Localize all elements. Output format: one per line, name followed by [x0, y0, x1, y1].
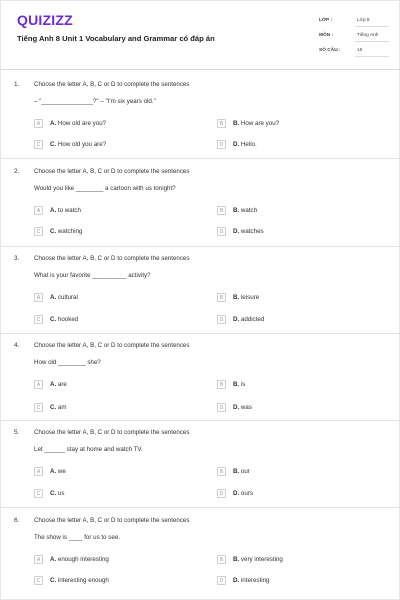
question-number: 6. — [14, 517, 20, 524]
question-divider — [1, 507, 400, 508]
option-text: cultural — [57, 294, 78, 301]
question-number: 2. — [14, 168, 20, 175]
question-number: 3. — [14, 255, 20, 262]
option-letter-box: A — [34, 293, 43, 302]
option-text: Hello. — [240, 141, 257, 148]
option-letter-box: A — [34, 119, 43, 128]
question-text: What is your favorite __________ activity? — [34, 272, 151, 279]
option-prefix: D. — [233, 228, 240, 235]
option-prefix: A. — [50, 294, 57, 301]
option-letter-box: C — [34, 315, 43, 324]
option-letter-box: C — [34, 403, 43, 412]
question-6 — [1, 517, 400, 597]
question-text: – "_______________?" – "I'm six years old." — [34, 98, 156, 105]
option-letter-box: D — [217, 489, 226, 498]
option-text: us — [57, 490, 65, 497]
option-text: our — [240, 468, 250, 475]
option-text: watch — [240, 207, 258, 214]
option-prefix: A. — [50, 120, 57, 127]
option-text: How old are you? — [57, 120, 107, 127]
option-prefix: D. — [233, 577, 240, 584]
option-prefix: B. — [233, 468, 240, 475]
option-letter-box: B — [217, 380, 226, 389]
question-instruction: Choose the letter A, B, C or D to complete the sentences — [34, 255, 190, 262]
option-text: interesting enough — [57, 577, 109, 584]
option-prefix: B. — [233, 294, 240, 301]
question-text: Would you like ________ a cartoon with us tonight? — [34, 185, 176, 192]
option-prefix: A. — [50, 468, 57, 475]
option-text: is — [240, 381, 246, 388]
option-letter-box: C — [34, 576, 43, 585]
question-instruction: Choose the letter A, B, C or D to complete the sentences — [34, 517, 190, 524]
option-text: How old you are? — [57, 141, 107, 148]
document-title: Tiếng Anh 8 Unit 1 Vocabulary and Grammar có đáp án — [17, 34, 215, 43]
option-prefix: D. — [233, 404, 240, 411]
option-prefix: C. — [50, 228, 57, 235]
option-prefix: D. — [233, 316, 240, 323]
meta-underline — [355, 56, 389, 57]
question-number: 4. — [14, 342, 20, 349]
option-text: addicted — [240, 316, 265, 323]
option-letter-box: B — [217, 206, 226, 215]
option-text: leisure — [240, 294, 260, 301]
question-divider — [1, 333, 400, 334]
meta-class-value: Lớp 8 — [357, 18, 370, 23]
question-5 — [1, 429, 400, 509]
option-text: was — [240, 404, 252, 411]
question-instruction: Choose the letter A, B, C or D to complete the sentences — [34, 342, 190, 349]
option-prefix: B. — [233, 207, 240, 214]
option-letter-box: C — [34, 489, 43, 498]
option-prefix: C. — [50, 141, 57, 148]
option-letter-box: A — [34, 380, 43, 389]
meta-class — [319, 15, 389, 27]
option-prefix: D. — [233, 141, 240, 148]
option-letter-box: B — [217, 119, 226, 128]
option-prefix: C. — [50, 404, 57, 411]
option-text: are — [57, 381, 67, 388]
question-1 — [1, 81, 400, 161]
option-text: watching — [57, 228, 83, 235]
meta-underline — [355, 26, 389, 27]
option-letter-box: A — [34, 467, 43, 476]
option-text: ours — [240, 490, 253, 497]
meta-count-label: SỐ CÂU : — [319, 48, 341, 53]
option-prefix: A. — [50, 556, 57, 563]
meta-class-label: LỚP : — [319, 18, 333, 23]
quizizz-logo[interactable]: QUIZIZZ — [17, 12, 73, 28]
option-letter-box: D — [217, 403, 226, 412]
question-2 — [1, 168, 400, 248]
option-letter-box: A — [34, 555, 43, 564]
meta-subject-value: Tiếng Anh — [357, 33, 379, 38]
option-text: to watch — [57, 207, 81, 214]
question-4 — [1, 342, 400, 422]
option-text: very interesting — [240, 556, 283, 563]
option-prefix: A. — [50, 207, 57, 214]
option-text: watches — [240, 228, 264, 235]
meta-count-value: 15 — [357, 48, 363, 53]
option-letter-box: D — [217, 140, 226, 149]
option-letter-box: C — [34, 140, 43, 149]
option-text: enough interesting — [57, 556, 109, 563]
question-instruction: Choose the letter A, B, C or D to complete the sentences — [34, 168, 190, 175]
option-letter-box: D — [217, 227, 226, 236]
option-prefix: C. — [50, 490, 57, 497]
header-divider — [1, 69, 400, 70]
option-letter-box: A — [34, 206, 43, 215]
option-letter-box: B — [217, 555, 226, 564]
question-instruction: Choose the letter A, B, C or D to complete the sentences — [34, 81, 190, 88]
option-letter-box: B — [217, 293, 226, 302]
question-3 — [1, 255, 400, 335]
question-divider — [1, 246, 400, 247]
meta-underline — [355, 41, 389, 42]
question-text: How old ________ she? — [34, 359, 101, 366]
option-letter-box: D — [217, 315, 226, 324]
option-prefix: B. — [233, 556, 240, 563]
question-divider — [1, 158, 400, 159]
option-text: am — [57, 404, 67, 411]
option-letter-box: B — [217, 467, 226, 476]
option-prefix: C. — [50, 577, 57, 584]
option-prefix: D. — [233, 490, 240, 497]
worksheet-header — [1, 1, 400, 71]
option-prefix: C. — [50, 316, 57, 323]
meta-subject-label: MÔN : — [319, 33, 334, 38]
meta-count — [319, 45, 389, 57]
option-letter-box: C — [34, 227, 43, 236]
option-text: hooked — [57, 316, 79, 323]
question-instruction: Choose the letter A, B, C or D to complete the sentences — [34, 429, 190, 436]
question-number: 1. — [14, 81, 20, 88]
option-text: How are you? — [240, 120, 280, 127]
question-number: 5. — [14, 429, 20, 436]
option-prefix: B. — [233, 120, 240, 127]
option-prefix: B. — [233, 381, 240, 388]
question-text: The show is ____ for us to see. — [34, 534, 120, 541]
option-text: interesting — [240, 577, 270, 584]
question-divider — [1, 420, 400, 421]
option-letter-box: D — [217, 576, 226, 585]
option-prefix: A. — [50, 381, 57, 388]
question-text: Let ______ stay at home and watch TV. — [34, 446, 143, 453]
option-text: we — [57, 468, 66, 475]
meta-subject — [319, 30, 389, 42]
